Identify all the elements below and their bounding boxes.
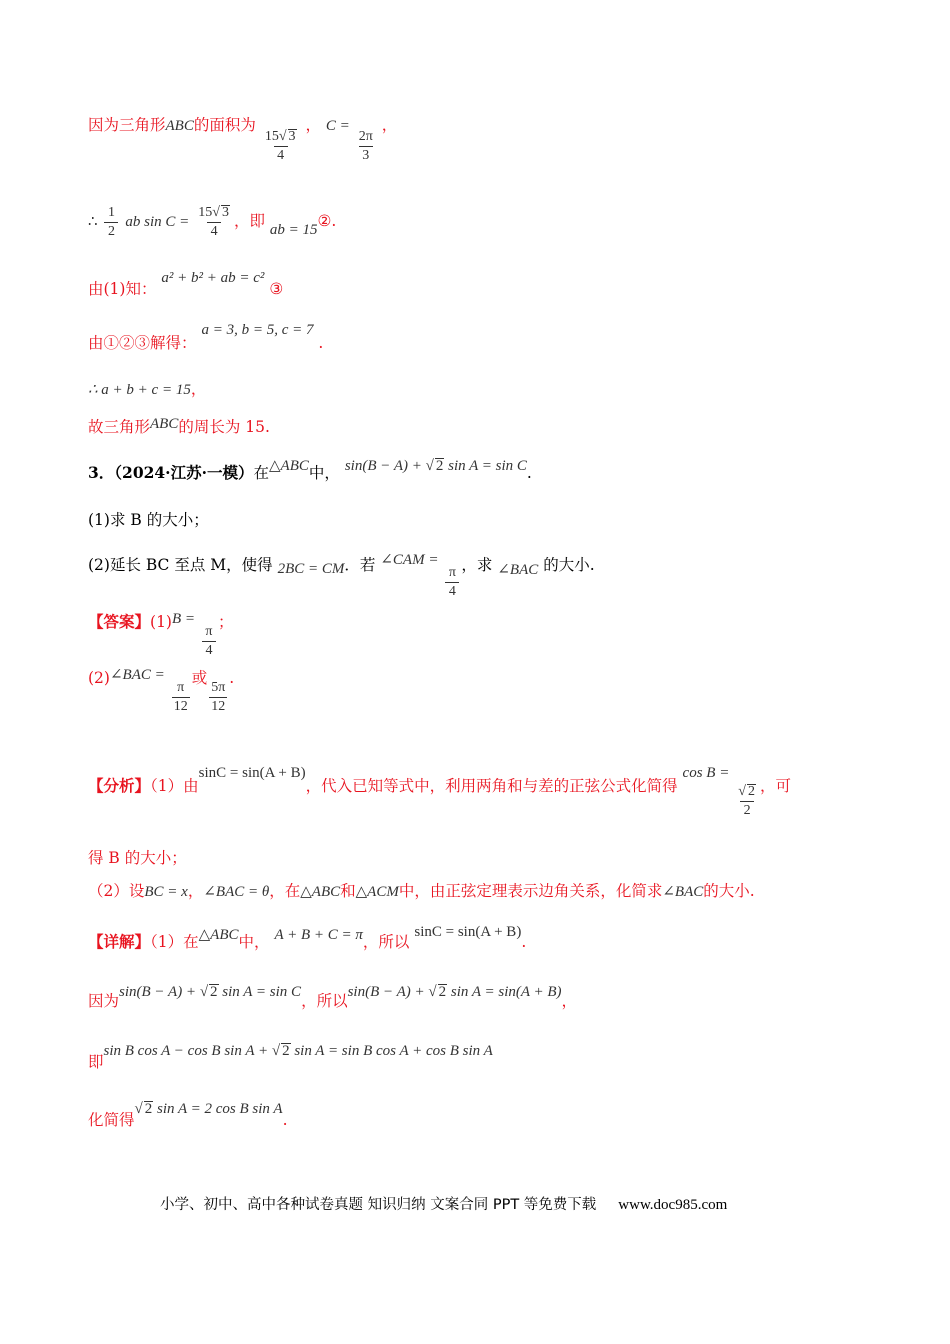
footer-text: 小学、初中、高中各种试卷真题 知识归纳 文案合同 PPT 等免费下载	[160, 1197, 597, 1213]
fraction-pi-12: $\frac{\pi}{12}$	[173, 680, 188, 714]
analysis-1-cont: 得 B 的大小；	[88, 849, 187, 867]
fraction-pi-4: $\frac{\pi}{4}$	[202, 625, 216, 658]
math-abc: ABC	[165, 118, 194, 134]
line-perimeter: 故三角形ABC的周长为 15.	[88, 416, 270, 436]
detail-2: 因为sin(B − A) + √ 2 sin A = sin C，所以sin(B − A) + √ 2 sin A = sin(A + B)，	[88, 984, 578, 1010]
text: 的面积为	[193, 116, 256, 134]
question-3: 3．（2024·江苏·一模）在△ABC中， sin(B − A) + √ 2 sin A = sin C.	[88, 458, 532, 482]
detail-3: 即sin B cos A − cos B sin A + √ 2 sin A = sin B cos A + cos B sin A	[88, 1043, 493, 1071]
footer-site-link[interactable]: www.doc985.com	[618, 1197, 728, 1213]
line-from-1: 由(1)知： a² + b² + ab = c² ③	[88, 270, 284, 298]
fraction-half: $\frac{1}{2}$	[104, 206, 118, 239]
line-solve: 由①②③解得： a = 3, b = 5, c = 7 .	[88, 322, 324, 352]
question-3-part-2: (2)延长 BC 至点 M，使得 2BC = CM．若 ∠CAM = $\frac{\pi}{4}$ ，求 ∠BAC 的大小.	[88, 552, 595, 599]
analysis-2: （2）设BC = x，∠BAC = θ，在△ABC和△ACM中，由正弦定理表示边角关系，化简求∠BAC的大小.	[88, 882, 755, 900]
line-area-given: 因为三角形ABC的面积为 $\frac{15√ 3}{4}$ ， C = $\frac{2\pi}{3}$ ，	[88, 116, 398, 163]
line-sum: ∴ a + b + c = 15，	[88, 380, 207, 398]
fraction-root2-2: $\frac{√ 2}{2}$	[738, 784, 755, 818]
answer-1: 【答案】(1)B = $\frac{\pi}{4}$ ；	[88, 611, 234, 658]
fraction-pi-4: $\frac{\pi}{4}$	[445, 566, 459, 599]
answer-2: (2)∠BAC = $\frac{\pi}{12}$ 或 $\frac{5\pi}{12}$ .	[88, 667, 235, 714]
detail-1: 【详解】（1）在△ABC中， A + B + C = π，所以 sinC = sin(A + B).	[88, 924, 527, 951]
text: 因为三角形	[88, 116, 166, 134]
fraction-area: $\frac{15√ 3}{4}$	[198, 205, 229, 239]
page-footer	[160, 1193, 727, 1214]
math-c-eq: C =	[325, 118, 350, 134]
line-half-ab-sin: ∴ $\frac{1}{2}$ ab sin C = $\frac{15√ 3}{4}$ ，即 ab = 15②.	[88, 204, 337, 239]
fraction-5pi-12: $\frac{5\pi}{12}$	[211, 680, 226, 714]
question-3-part-1: (1)求 B 的大小；	[88, 511, 209, 529]
fraction-2pi-3: $\frac{2\pi}{3}$	[358, 129, 373, 163]
fraction-area: $\frac{15√ 3}{4}$	[264, 129, 296, 163]
detail-4: 化简得√ 2 sin A = 2 cos B sin A.	[88, 1101, 288, 1129]
analysis-1: 【分析】（1）由sinC = sin(A + B)，代入已知等式中，利用两角和与差的正弦公式化简得 cos B = $\frac{√ 2}{2}$ ，可	[88, 765, 791, 818]
